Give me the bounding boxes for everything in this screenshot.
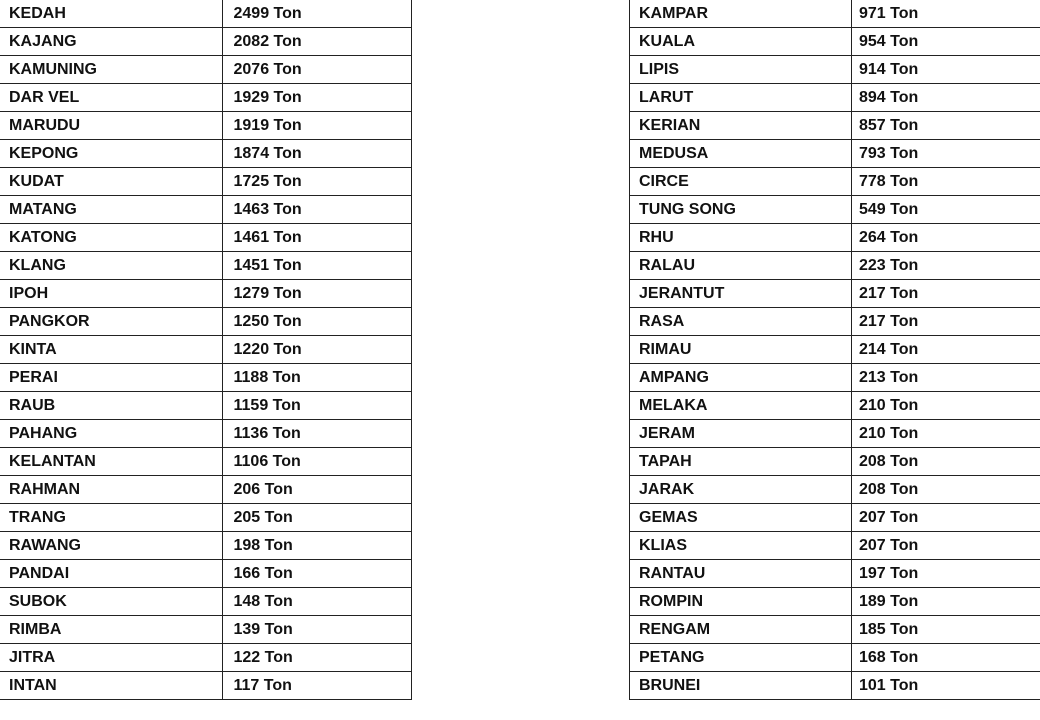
ship-name-cell: KLANG [0, 252, 222, 280]
ship-name-cell: RALAU [630, 252, 852, 280]
table-row [0, 252, 411, 280]
table-row [0, 28, 411, 56]
ship-name-cell: KAMUNING [0, 56, 222, 84]
tonnage-cell: 1874 Ton [222, 140, 411, 168]
tonnage-cell: 1136 Ton [222, 420, 411, 448]
table-row [0, 112, 411, 140]
table-row [630, 644, 1040, 672]
tonnage-cell: 185 Ton [852, 616, 1040, 644]
table-row [0, 560, 411, 588]
tonnage-cell: 101 Ton [852, 672, 1040, 700]
tonnage-cell: 857 Ton [852, 112, 1040, 140]
tonnage-cell: 197 Ton [852, 560, 1040, 588]
tonnage-cell: 1250 Ton [222, 308, 411, 336]
tonnage-cell: 954 Ton [852, 28, 1040, 56]
tonnage-cell: 1159 Ton [222, 392, 411, 420]
table-row [0, 588, 411, 616]
tonnage-cell: 971 Ton [852, 0, 1040, 28]
table-row [0, 0, 411, 28]
tonnage-cell: 2499 Ton [222, 0, 411, 28]
table-row [630, 308, 1040, 336]
table-row [0, 308, 411, 336]
ship-name-cell: BRUNEI [630, 672, 852, 700]
left-table-body [0, 0, 411, 700]
ship-name-cell: KEDAH [0, 0, 222, 28]
tonnage-cell: 264 Ton [852, 224, 1040, 252]
table-row [630, 112, 1040, 140]
ship-name-cell: KAMPAR [630, 0, 852, 28]
tonnage-cell: 1279 Ton [222, 280, 411, 308]
ship-name-cell: AMPANG [630, 364, 852, 392]
table-row [0, 168, 411, 196]
ship-name-cell: KLIAS [630, 532, 852, 560]
table-row [630, 588, 1040, 616]
table-row [630, 56, 1040, 84]
ship-name-cell: LARUT [630, 84, 852, 112]
tonnage-cell: 214 Ton [852, 336, 1040, 364]
table-row [630, 84, 1040, 112]
ship-name-cell: RAUB [0, 392, 222, 420]
table-row [0, 196, 411, 224]
table-row [630, 364, 1040, 392]
tonnage-cell: 117 Ton [222, 672, 411, 700]
table-row [0, 504, 411, 532]
ship-name-cell: DAR VEL [0, 84, 222, 112]
table-row [0, 672, 411, 700]
tonnage-cell: 166 Ton [222, 560, 411, 588]
table-row [630, 532, 1040, 560]
ship-name-cell: TRANG [0, 504, 222, 532]
ship-name-cell: GEMAS [630, 504, 852, 532]
ship-name-cell: INTAN [0, 672, 222, 700]
table-row [0, 420, 411, 448]
ship-name-cell: PANGKOR [0, 308, 222, 336]
tonnage-cell: 1106 Ton [222, 448, 411, 476]
ship-name-cell: RHU [630, 224, 852, 252]
ship-name-cell: RAWANG [0, 532, 222, 560]
table-row [0, 392, 411, 420]
table-row [0, 140, 411, 168]
ship-name-cell: RIMAU [630, 336, 852, 364]
ship-name-cell: LIPIS [630, 56, 852, 84]
right-table [629, 0, 1040, 700]
ship-name-cell: JITRA [0, 644, 222, 672]
tonnage-cell: 1929 Ton [222, 84, 411, 112]
tonnage-cell: 793 Ton [852, 140, 1040, 168]
tonnage-cell: 208 Ton [852, 448, 1040, 476]
ship-name-cell: RANTAU [630, 560, 852, 588]
ship-name-cell: PAHANG [0, 420, 222, 448]
ship-name-cell: MARUDU [0, 112, 222, 140]
ship-name-cell: RENGAM [630, 616, 852, 644]
tonnage-cell: 1220 Ton [222, 336, 411, 364]
tonnage-cell: 189 Ton [852, 588, 1040, 616]
table-row [630, 224, 1040, 252]
tonnage-cell: 208 Ton [852, 476, 1040, 504]
tonnage-cell: 894 Ton [852, 84, 1040, 112]
table-row [0, 644, 411, 672]
tonnage-cell: 1451 Ton [222, 252, 411, 280]
ship-name-cell: IPOH [0, 280, 222, 308]
ship-name-cell: KAJANG [0, 28, 222, 56]
ship-name-cell: KINTA [0, 336, 222, 364]
tonnage-cell: 778 Ton [852, 168, 1040, 196]
tonnage-cell: 139 Ton [222, 616, 411, 644]
ship-name-cell: TUNG SONG [630, 196, 852, 224]
table-row [630, 420, 1040, 448]
table-row [0, 616, 411, 644]
tonnage-cell: 1188 Ton [222, 364, 411, 392]
tonnage-cell: 217 Ton [852, 280, 1040, 308]
table-row [0, 448, 411, 476]
ship-name-cell: KEPONG [0, 140, 222, 168]
table-row [0, 280, 411, 308]
ship-name-cell: KUDAT [0, 168, 222, 196]
table-row [630, 392, 1040, 420]
tonnage-cell: 1463 Ton [222, 196, 411, 224]
table-row [630, 196, 1040, 224]
tonnage-cell: 1725 Ton [222, 168, 411, 196]
table-row [630, 140, 1040, 168]
tonnage-cell: 1461 Ton [222, 224, 411, 252]
ship-name-cell: KUALA [630, 28, 852, 56]
ship-name-cell: PERAI [0, 364, 222, 392]
table-row [630, 28, 1040, 56]
tonnage-cell: 210 Ton [852, 420, 1040, 448]
ship-name-cell: PETANG [630, 644, 852, 672]
ship-name-cell: JERAM [630, 420, 852, 448]
table-row [630, 280, 1040, 308]
ship-name-cell: KATONG [0, 224, 222, 252]
table-row [630, 672, 1040, 700]
ship-name-cell: TAPAH [630, 448, 852, 476]
ship-name-cell: KELANTAN [0, 448, 222, 476]
ship-name-cell: MATANG [0, 196, 222, 224]
tonnage-cell: 207 Ton [852, 532, 1040, 560]
ship-name-cell: PANDAI [0, 560, 222, 588]
tonnage-cell: 210 Ton [852, 392, 1040, 420]
tonnage-cell: 549 Ton [852, 196, 1040, 224]
tonnage-cell: 914 Ton [852, 56, 1040, 84]
table-row [0, 84, 411, 112]
right-table-body [630, 0, 1040, 700]
ship-name-cell: JARAK [630, 476, 852, 504]
tonnage-cell: 207 Ton [852, 504, 1040, 532]
tonnage-cell: 1919 Ton [222, 112, 411, 140]
table-row [0, 364, 411, 392]
table-row [630, 252, 1040, 280]
ship-name-cell: RAHMAN [0, 476, 222, 504]
table-row [0, 476, 411, 504]
table-row [0, 532, 411, 560]
ship-name-cell: CIRCE [630, 168, 852, 196]
table-row [630, 0, 1040, 28]
tonnage-cell: 2082 Ton [222, 28, 411, 56]
ship-name-cell: RIMBA [0, 616, 222, 644]
tonnage-cell: 205 Ton [222, 504, 411, 532]
table-row [630, 336, 1040, 364]
ship-name-cell: JERANTUT [630, 280, 852, 308]
table-row [630, 560, 1040, 588]
table-row [630, 616, 1040, 644]
tonnage-cell: 168 Ton [852, 644, 1040, 672]
tonnage-cell: 223 Ton [852, 252, 1040, 280]
tonnage-cell: 213 Ton [852, 364, 1040, 392]
tonnage-cell: 122 Ton [222, 644, 411, 672]
table-row [0, 224, 411, 252]
table-row [630, 448, 1040, 476]
ship-name-cell: SUBOK [0, 588, 222, 616]
table-row [0, 336, 411, 364]
table-row [630, 504, 1040, 532]
ship-name-cell: ROMPIN [630, 588, 852, 616]
table-row [630, 168, 1040, 196]
ship-name-cell: MELAKA [630, 392, 852, 420]
tonnage-cell: 217 Ton [852, 308, 1040, 336]
tonnage-cell: 2076 Ton [222, 56, 411, 84]
tonnage-cell: 206 Ton [222, 476, 411, 504]
ship-name-cell: MEDUSA [630, 140, 852, 168]
tonnage-cell: 148 Ton [222, 588, 411, 616]
table-row [630, 476, 1040, 504]
table-row [0, 56, 411, 84]
left-table [0, 0, 412, 700]
tonnage-cell: 198 Ton [222, 532, 411, 560]
ship-name-cell: RASA [630, 308, 852, 336]
ship-name-cell: KERIAN [630, 112, 852, 140]
